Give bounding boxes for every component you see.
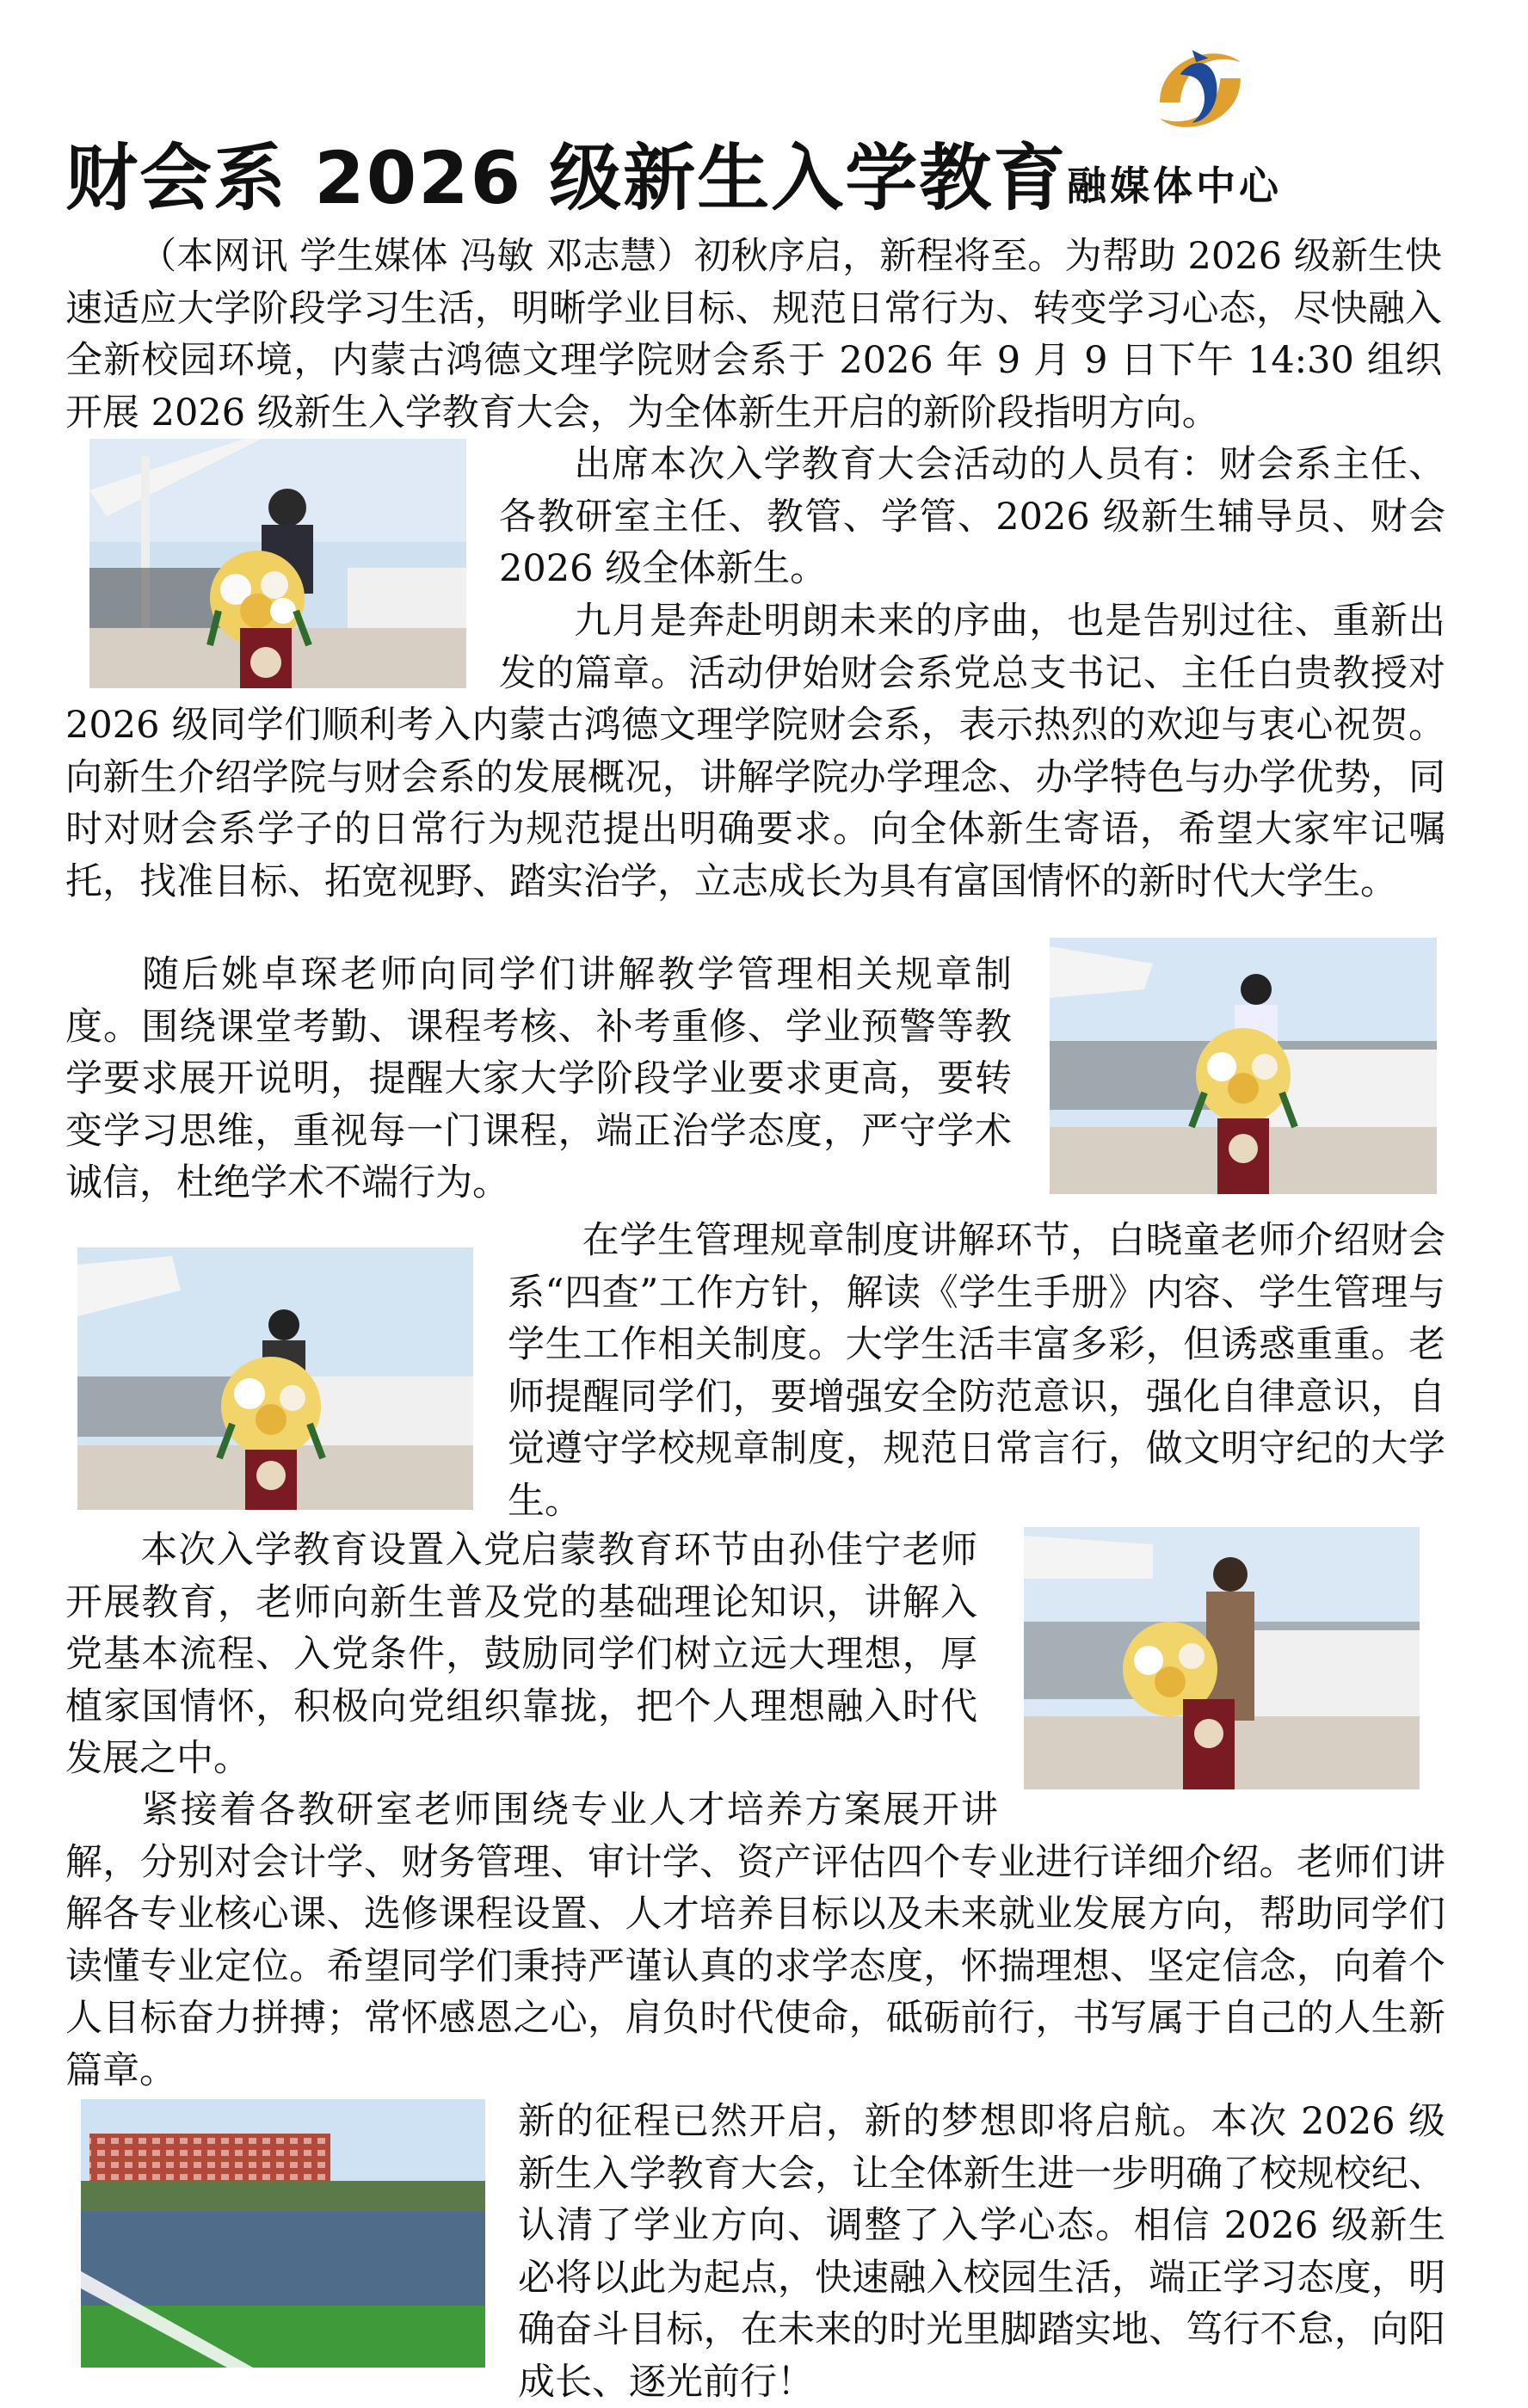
paragraph-student-management <box>508 1215 1445 1527</box>
paragraph-conclusion <box>518 2096 1445 2408</box>
photo-students-assembly <box>81 2099 485 2368</box>
photo-sun-speech <box>1024 1527 1420 1789</box>
logo-label: 融媒体中心 <box>1067 163 1282 209</box>
paragraph-intro <box>65 231 1442 439</box>
paragraph-majors <box>65 1784 1445 2097</box>
paragraph-intro-text: （本网讯 学生媒体 冯敏 邓志慧）初秋序启，新程将至。为帮助 2026 级新生快速适应大学阶段学习生活，明晰学业目标、规范日常行为、转变学习心态，尽快融入全新校园环境，内蒙古鸿德文理学院财会系于 2026 年 9 月 9 日下午 14:30 组织开展 2026 级新生入学教育大会，为全体新生开启的新阶段指明方向。 <box>65 235 1442 434</box>
paragraph-teaching-rules <box>65 949 1012 1210</box>
logo <box>1067 26 1342 209</box>
paragraph-conclusion-text: 新的征程已然开启，新的梦想即将启航。本次 2026 级新生入学教育大会，让全体新生进一步明确了校规校纪、认清了学业方向、调整了入学心态。相信 2026 级新生必将以此为起点，快速融入校园生活，端正学习态度，明确奋斗目标，在未来的时光里脚踏实地、笃行不怠，向阳成长、逐光前行！ <box>518 2100 1445 2404</box>
paragraph-party-education <box>65 1524 977 1785</box>
photo-yao-speech <box>1050 938 1437 1194</box>
paragraph-party-education-text: 本次入学教育设置入党启蒙教育环节由孙佳宁老师开展教育，老师向新生普及党的基础理论知识，讲解入党基本流程、入党条件，鼓励同学们树立远大理想，厚植家国情怀，积极向党组织靠拢，把个人理想融入时代发展之中。 <box>65 1529 977 1780</box>
photo-bai-speech <box>77 1247 473 1510</box>
paragraph-teaching-rules-text: 随后姚卓琛老师向同学们讲解教学管理相关规章制度。围绕课堂考勤、课程考核、补考重修、学业预警等教学要求展开说明，提醒大家大学阶段学业要求更高，要转变学习思维，重视每一门课程，端正治学态度，严守学术诚信，杜绝学术不端行为。 <box>65 953 1012 1204</box>
page-title: 财会系 2026 级新生入学教育 <box>65 136 1068 220</box>
paragraph-welcome-text: 九月是奔赴明朗未来的序曲，也是告别过往、重新出发的篇章。活动伊始财会系党总支书记、主任白贵教授对 2026 级同学们顺利考入内蒙古鸿德文理学院财会系，表示热烈的欢迎与衷心祝贺。向新生介绍学院与财会系的发展概况，讲解学院办学理念、办学特色与办学优势，同时对财会系学子的日常行为规范提出明确要求。向全体新生寄语，希望大家牢记嘱托，找准目标、拓宽视野、踏实治学，立志成长为具有富国情怀的新时代大学生。 <box>65 600 1445 903</box>
paragraph-attendees-text: 出席本次入学教育大会活动的人员有：财会系主任、各教研室主任、教管、学管、2026 级新生辅导员、财会 2026 级全体新生。 <box>499 443 1445 590</box>
paragraph-attendees <box>499 439 1445 595</box>
paragraph-majors-text: 紧接着各教研室老师围绕专业人才培养方案展开讲解，分别对会计学、财务管理、审计学、资产评估四个专业进行详细介绍。老师们讲解各专业核心课、选修课程设置、人才培养目标以及未来就业发展方向，帮助同学们读懂专业定位。希望同学们秉持严谨认真的求学态度，怀揣理想、坚定信念，向着个人目标奋力拼搏；常怀感恩之心，肩负时代使命，砥砺前行，书写属于自己的人生新篇章。 <box>65 1789 1445 2092</box>
paragraph-student-management-text: 在学生管理规章制度讲解环节，白晓童老师介绍财会系“四查”工作方针，解读《学生手册》内容、学生管理与学生工作相关制度。大学生活丰富多彩，但诱惑重重。老师提醒同学们，要增强安全防范意识，强化自律意识，自觉遵守学校规章制度，规范日常言行，做文明守纪的大学生。 <box>508 1219 1445 1523</box>
logo-mark-icon <box>1131 26 1269 155</box>
paragraph-welcome <box>65 595 1445 908</box>
